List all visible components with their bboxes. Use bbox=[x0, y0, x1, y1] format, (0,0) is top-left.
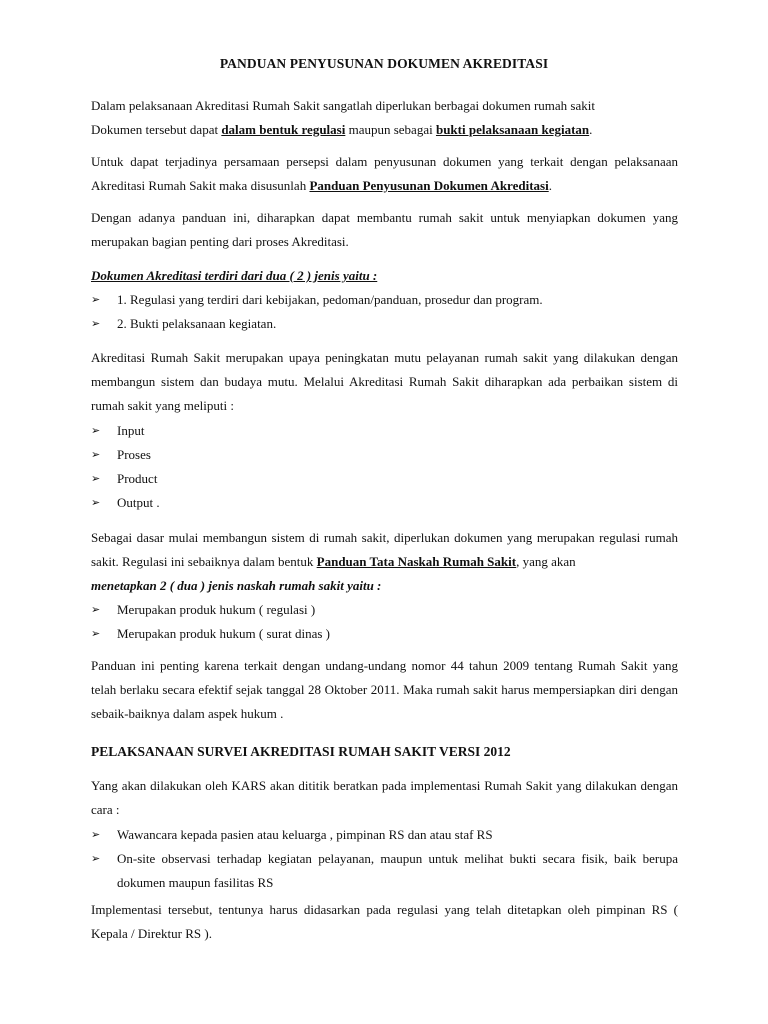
regulasi-italic-line: menetapkan 2 ( dua ) jenis naskah rumah sakit yaitu : bbox=[91, 578, 382, 593]
list-item-text: Proses bbox=[117, 447, 151, 462]
arrow-bullet-icon: ➢ bbox=[91, 449, 101, 461]
jenis-list bbox=[91, 288, 678, 336]
paragraph-persepsi-text bbox=[91, 150, 678, 198]
paragraph-undang-undang-text: Panduan ini penting karena terkait dengan undang-undang nomor 44 tahun 2009 tentang Rumah Sakit yang telah berlaku secara efektif sejak tanggal 28 Oktober 2011. Maka rumah sakit harus mempersiapkan diri dengan sebaik-baiknya dalam aspek hukum . bbox=[91, 658, 678, 721]
list-item bbox=[91, 491, 678, 515]
list-item bbox=[91, 467, 678, 491]
paragraph-persepsi bbox=[91, 150, 678, 198]
paragraph-kars-text: Yang akan dilakukan oleh KARS akan dititik beratkan pada implementasi Rumah Sakit yang dilakukan dengan cara : bbox=[91, 778, 678, 817]
list-item bbox=[91, 823, 678, 847]
paragraph-undang-undang bbox=[91, 654, 678, 726]
list-item-text: Output . bbox=[117, 495, 160, 510]
paragraph-kars bbox=[91, 774, 678, 822]
arrow-bullet-icon: ➢ bbox=[91, 294, 101, 306]
list-item bbox=[91, 443, 678, 467]
arrow-bullet-icon: ➢ bbox=[91, 425, 101, 437]
list-item-text: On-site observasi terhadap kegiatan pelayanan, maupun untuk melihat bukti secara fisik, baik berupa dokumen maupun fasilitas RS bbox=[117, 851, 678, 890]
intro-text-c: maupun sebagai bbox=[345, 122, 436, 137]
list-item bbox=[91, 598, 678, 622]
list-item-text: Wawancara kepada pasien atau keluarga , pimpinan RS dan atau staf RS bbox=[117, 827, 493, 842]
intro-line-1: Dalam pelaksanaan Akreditasi Rumah Sakit sangatlah diperlukan berbagai dokumen rumah sakit bbox=[91, 98, 595, 113]
section-heading: PELAKSANAAN SURVEI AKREDITASI RUMAH SAKIT VERSI 2012 bbox=[91, 744, 511, 759]
naskah-list bbox=[91, 598, 678, 646]
regulasi-emphasis-tata-naskah: Panduan Tata Naskah Rumah Sakit bbox=[316, 554, 517, 569]
paragraph-implementasi bbox=[91, 898, 678, 946]
intro-line-2 bbox=[91, 118, 678, 142]
paragraph-panduan-text: Dengan adanya panduan ini, diharapkan dapat membantu rumah sakit untuk menyiapkan dokumen yang merupakan bagian penting dari proses Akreditasi. bbox=[91, 210, 678, 249]
intro-text-e: . bbox=[589, 122, 593, 137]
list-item bbox=[91, 288, 678, 312]
list-item-text: Product bbox=[117, 471, 158, 486]
list-item bbox=[91, 419, 678, 443]
regulasi-text-c: , yang akan bbox=[516, 554, 576, 569]
list-item-text: Merupakan produk hukum ( regulasi ) bbox=[117, 602, 316, 617]
list-item bbox=[91, 847, 678, 895]
persepsi-emphasis-panduan: Panduan Penyusunan Dokumen Akreditasi bbox=[309, 178, 549, 193]
list-item-text: 2. Bukti pelaksanaan kegiatan. bbox=[117, 316, 277, 331]
arrow-bullet-icon: ➢ bbox=[91, 497, 101, 509]
list-item bbox=[91, 622, 678, 646]
regulasi-text-a: Sebagai dasar mulai membangun sistem di rumah sakit, diperlukan dokumen yang merupakan regulasi rumah sakit. Regulasi ini sebaiknya dalam bentuk bbox=[91, 530, 678, 569]
arrow-bullet-icon: ➢ bbox=[91, 628, 101, 640]
arrow-bullet-icon: ➢ bbox=[91, 318, 101, 330]
persepsi-text-a: Untuk dapat terjadinya persamaan persepsi dalam penyusunan dokumen yang terkait dengan pelaksanaan Akreditasi Rumah Sakit maka disusunlah bbox=[91, 154, 678, 193]
page-title: PANDUAN PENYUSUNAN DOKUMEN AKREDITASI bbox=[219, 56, 549, 71]
list-item-text: Input bbox=[117, 423, 145, 438]
jenis-heading-block bbox=[91, 264, 678, 288]
list-item bbox=[91, 312, 678, 336]
persepsi-text-c: . bbox=[548, 178, 552, 193]
arrow-bullet-icon: ➢ bbox=[91, 829, 101, 841]
intro-emphasis-bukti: bukti pelaksanaan kegiatan bbox=[435, 122, 590, 137]
list-item-text: 1. Regulasi yang terdiri dari kebijakan, pedoman/panduan, prosedur dan program. bbox=[117, 292, 543, 307]
perbaikan-list bbox=[91, 419, 678, 515]
intro-paragraph bbox=[91, 94, 678, 142]
paragraph-regulasi-text bbox=[91, 526, 678, 574]
paragraph-akreditasi-text: Akreditasi Rumah Sakit merupakan upaya peningkatan mutu pelayanan rumah sakit yang dilakukan dengan membangun sistem dan budaya mutu. Melalui Akreditasi Rumah Sakit diharapkan ada perbaikan sistem di rumah sakit yang meliputi : bbox=[91, 350, 678, 413]
intro-emphasis-regulasi: dalam bentuk regulasi bbox=[221, 122, 346, 137]
cara-list bbox=[91, 823, 678, 895]
paragraph-regulasi bbox=[91, 526, 678, 598]
intro-text-a: Dokumen tersebut dapat bbox=[91, 122, 222, 137]
jenis-heading bbox=[91, 264, 678, 288]
arrow-bullet-icon: ➢ bbox=[91, 473, 101, 485]
jenis-heading-text: Dokumen Akreditasi terdiri dari dua ( 2 ) jenis yaitu : bbox=[91, 268, 378, 283]
paragraph-akreditasi bbox=[91, 346, 678, 418]
paragraph-panduan bbox=[91, 206, 678, 254]
arrow-bullet-icon: ➢ bbox=[91, 604, 101, 616]
arrow-bullet-icon: ➢ bbox=[91, 853, 101, 865]
paragraph-implementasi-text: Implementasi tersebut, tentunya harus didasarkan pada regulasi yang telah ditetapkan oleh pimpinan RS ( Kepala / Direktur RS ). bbox=[91, 902, 678, 941]
list-item-text: Merupakan produk hukum ( surat dinas ) bbox=[117, 626, 331, 641]
